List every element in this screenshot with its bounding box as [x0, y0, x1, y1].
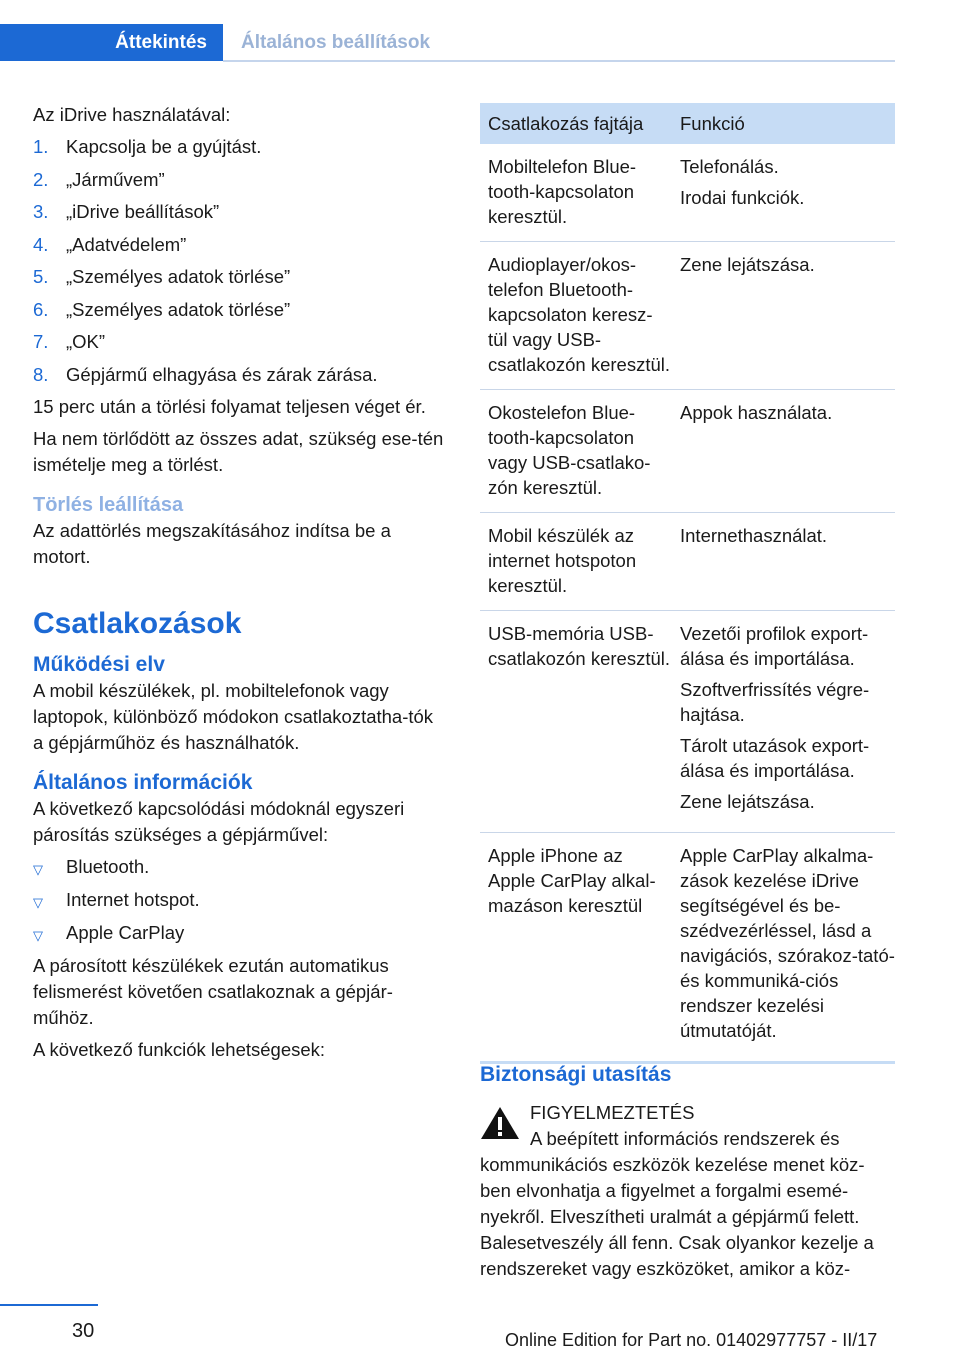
function-text: Tárolt utazások export-álása és importálása.	[680, 735, 870, 781]
tab-overview[interactable]: Áttekintés	[0, 24, 223, 61]
principle-text: A mobil készülékek, pl. mobiltelefonok vagy laptopok, különböző módokon csatlakoztatha-tók a gépjárműhöz és használhatók.	[33, 680, 434, 753]
table-header	[480, 103, 895, 144]
general-heading: Általános információk	[33, 771, 253, 794]
steps-list	[33, 134, 446, 388]
table-row	[480, 144, 895, 242]
type-cell: Okostelefon Blue-tooth-kapcsolaton vagy USB-csatlako-zón keresztül.	[488, 402, 651, 498]
list-item	[33, 134, 446, 160]
table-row	[480, 513, 895, 611]
triangle-bullet-icon: ▽	[33, 862, 43, 877]
functions-text: A következő funkciók lehetségesek:	[33, 1039, 326, 1060]
step-number: 1.	[33, 136, 49, 157]
tab-general-settings[interactable]: Általános beállítások	[241, 31, 431, 53]
stop-text: Az adattörlés megszakításához indítsa be a motort.	[33, 520, 391, 567]
edition-footer: Online Edition for Part no. 01402977757 - II/17	[505, 1330, 878, 1350]
step-number: 5.	[33, 266, 49, 287]
type-cell: USB-memória USB-csatlakozón keresztül.	[488, 623, 671, 669]
principle-heading: Működési elv	[33, 653, 165, 676]
page-number: 30	[72, 1320, 95, 1342]
warning-title: FIGYELMEZTETÉS	[530, 1102, 695, 1123]
triangle-bullet-icon: ▽	[33, 895, 43, 910]
step-number: 8.	[33, 363, 49, 385]
warning-text: A beépített információs rendszerek és kommunikációs eszközök kezelése menet köz-ben elvonhatja a figyelmet a forgalmi esemé-nyekről. Elveszítheti uralmát a gépjármű felett. Balesetveszély áll fenn. Csak olyankor kezelje a rendszereket vagy eszközöket, amikor a köz-	[480, 1128, 874, 1279]
table-row	[480, 242, 895, 390]
bullet-text: Bluetooth.	[66, 856, 150, 877]
list-item	[33, 232, 446, 258]
connections-table	[480, 103, 895, 1064]
function-text: Apple CarPlay alkalma-zások kezelése iDrive segítségével és be-szédvezérléssel, lásd a navigációs, szórakoz-tató- és kommuniká-ciós rendszer kezelési útmutatóját.	[680, 845, 895, 1041]
function-text: Appok használata.	[680, 402, 833, 423]
step-number: 3.	[33, 201, 49, 222]
header-tabs	[0, 24, 895, 62]
function-cell	[672, 252, 895, 377]
list-item	[33, 362, 446, 388]
bullet-text: Apple CarPlay	[66, 922, 185, 943]
warning-box	[480, 1100, 895, 1282]
function-text: Internethasználat.	[680, 525, 828, 546]
list-item	[33, 167, 446, 193]
function-cell	[672, 400, 895, 500]
table-row	[480, 611, 895, 833]
list-item	[33, 297, 446, 323]
function-text: Zene lejátszása.	[680, 791, 815, 812]
pairing-text: A párosított készülékek ezután automatikus felismerést követően csatlakoznak a gépjár-műhöz.	[33, 955, 393, 1028]
step-text: „Adatvédelem”	[66, 233, 187, 255]
function-cell	[672, 523, 895, 598]
function-text: Szoftverfrissítés végre-hajtása.	[680, 679, 870, 725]
step-number: 6.	[33, 298, 49, 320]
stop-heading: Törlés leállítása	[33, 494, 184, 516]
step-number: 4.	[33, 233, 49, 255]
type-cell: Mobiltelefon Blue-tooth-kapcsolaton keresztül.	[488, 156, 637, 227]
function-text: Telefonálás.	[680, 156, 779, 177]
section-title: Csatlakozások	[33, 607, 242, 640]
bullet-text: Internet hotspot.	[66, 889, 200, 910]
completion-text: 15 perc után a törlési folyamat teljesen véget ér.	[33, 396, 426, 417]
safety-section	[480, 1062, 895, 1282]
function-cell	[672, 843, 895, 1049]
function-text: Vezetői profilok export-álása és importálása.	[680, 623, 869, 669]
step-number: 7.	[33, 331, 49, 352]
step-text: „OK”	[66, 331, 106, 352]
general-text: A következő kapcsolódási módoknál egyszeri párosítás szükséges a gépjárművel:	[33, 798, 405, 845]
type-cell: Audioplayer/okos-telefon Bluetooth-kapcsolaton keresz-tül vagy USB-csatlakozón keresztül.	[488, 254, 671, 375]
function-text: Irodai funkciók.	[680, 187, 805, 208]
function-cell	[672, 154, 895, 229]
safety-heading: Biztonsági utasítás	[480, 1063, 672, 1086]
intro-text: Az iDrive használatával:	[33, 104, 231, 125]
step-text: „Személyes adatok törlése”	[66, 298, 291, 320]
triangle-bullet-icon: ▽	[33, 928, 43, 943]
type-cell: Mobil készülék az internet hotspoton keresztül.	[488, 525, 637, 596]
left-column	[33, 102, 446, 1069]
list-item	[33, 199, 446, 225]
list-item	[33, 329, 446, 355]
list-item	[33, 887, 446, 913]
function-text: Zene lejátszása.	[680, 254, 815, 275]
step-text: „Járművem”	[66, 168, 165, 190]
step-text: „Személyes adatok törlése”	[66, 266, 291, 287]
warning-triangle-icon	[480, 1106, 520, 1140]
type-cell: Apple iPhone az Apple CarPlay alkal-mazáson keresztül	[488, 845, 656, 916]
function-cell	[672, 621, 895, 820]
step-text: Gépjármű elhagyása és zárak zárása.	[66, 363, 378, 385]
step-text: „iDrive beállítások”	[66, 201, 220, 222]
step-text: Kapcsolja be a gyújtást.	[66, 136, 262, 157]
list-item	[33, 854, 446, 880]
footer-rule	[0, 1304, 98, 1306]
column-header-type: Csatlakozás fajtája	[488, 113, 644, 134]
table-row	[480, 390, 895, 513]
list-item	[33, 264, 446, 290]
connection-list	[33, 854, 446, 946]
step-number: 2.	[33, 168, 49, 190]
column-header-function: Funkció	[680, 113, 745, 134]
list-item	[33, 920, 446, 946]
retry-text: Ha nem törlődött az összes adat, szükség ese-tén ismételje meg a törlést.	[33, 428, 444, 475]
table-row	[480, 833, 895, 1064]
tab-underline	[223, 60, 895, 62]
